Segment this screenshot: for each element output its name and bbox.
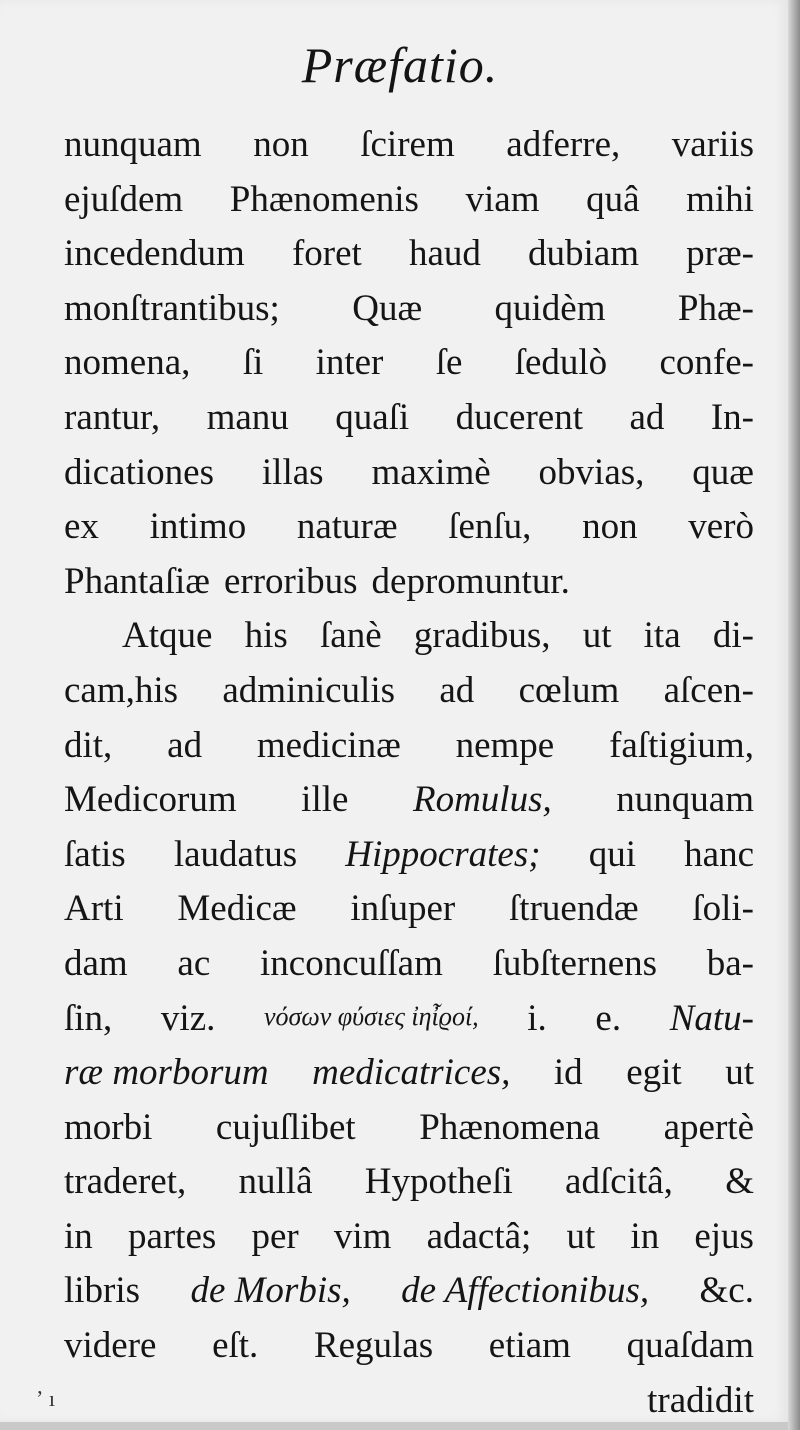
word: monſtrantibus; <box>64 287 280 329</box>
word: Hypotheſi <box>364 1161 513 1203</box>
word: in <box>630 1215 660 1257</box>
word: ſtruendæ <box>509 888 639 930</box>
word: id <box>553 1052 583 1094</box>
word: di- <box>712 615 754 657</box>
word: Romulus, <box>412 779 552 821</box>
text-line <box>64 555 754 610</box>
text-line <box>64 500 754 555</box>
word: ſanè <box>320 615 382 657</box>
word: non <box>253 124 309 165</box>
word: ut <box>566 1215 596 1257</box>
word: Phænomena <box>419 1106 601 1148</box>
text-line <box>64 1210 754 1265</box>
text-line <box>64 1046 754 1101</box>
text-line <box>64 1319 754 1374</box>
word: variis <box>671 124 754 165</box>
word: medicatrices, <box>312 1052 511 1094</box>
word: In- <box>710 396 754 438</box>
text-line <box>64 1374 754 1429</box>
text-line <box>64 937 754 992</box>
word: partes <box>127 1215 217 1257</box>
word: ſenſu, <box>448 506 532 548</box>
word: præ- <box>686 233 754 275</box>
word: morbi <box>64 1106 153 1148</box>
word: quaſdam <box>626 1325 754 1367</box>
word: eſt. <box>212 1325 259 1367</box>
text-line <box>64 173 754 228</box>
word: adminiculis <box>222 669 396 711</box>
word: etiam <box>488 1325 571 1367</box>
word: ſcirem <box>360 124 455 165</box>
word: Medicæ <box>177 888 297 930</box>
word: nunquam <box>616 779 754 821</box>
word: ducerent <box>455 396 583 438</box>
word: νόσων φύσιες ἰηἶϱοί, <box>263 1001 479 1031</box>
text-line <box>64 118 754 173</box>
word: inconcuſſam <box>260 942 443 984</box>
word: Arti <box>64 888 124 930</box>
text-line <box>64 992 754 1047</box>
text-line <box>64 282 754 337</box>
text-line <box>64 882 754 937</box>
word: nullâ <box>238 1161 313 1203</box>
word: nomena, <box>64 342 191 384</box>
word: adferre, <box>506 124 621 165</box>
word: adactâ; <box>426 1215 532 1257</box>
word: apertè <box>663 1106 754 1148</box>
word: ejus <box>694 1215 754 1257</box>
word: ille <box>301 779 349 821</box>
word: laudatus <box>173 833 298 875</box>
word: egit <box>626 1052 682 1094</box>
word: Hippocrates; <box>345 833 541 875</box>
word: in <box>64 1215 93 1257</box>
word: cam,his <box>64 669 179 711</box>
text-line <box>64 391 754 446</box>
word: inter <box>315 342 384 384</box>
word: ſin, <box>64 997 113 1039</box>
word: maximè <box>371 451 491 493</box>
text-line <box>64 227 754 282</box>
word: Regulas <box>313 1325 434 1367</box>
word: hanc <box>684 833 754 875</box>
word: Phantaſiæ <box>64 560 210 602</box>
word: videre <box>64 1325 157 1367</box>
word: ſi <box>242 342 264 384</box>
word: ad <box>439 669 475 711</box>
word: Phæ- <box>677 287 754 329</box>
word: his <box>244 615 288 657</box>
page-edge-shadow <box>788 0 800 1430</box>
word: tradidit <box>647 1379 754 1421</box>
word: non <box>582 506 638 548</box>
word: qui <box>588 833 636 875</box>
word: viam <box>465 178 540 220</box>
word: ba- <box>706 942 754 984</box>
word: de Morbis, <box>190 1270 351 1312</box>
word: quaſi <box>335 396 410 438</box>
word: viz. <box>160 997 216 1039</box>
word: traderet, <box>64 1161 187 1203</box>
word: gradibus, <box>413 615 551 657</box>
word: Atque <box>122 615 213 657</box>
word: Quæ <box>352 287 423 329</box>
word: medicinæ <box>256 724 401 766</box>
text-line <box>64 719 754 774</box>
word: & <box>725 1161 754 1203</box>
word: ac <box>177 942 211 984</box>
word: haud <box>408 233 481 275</box>
word: foret <box>291 233 362 275</box>
text-line <box>64 828 754 883</box>
word: per <box>251 1215 299 1257</box>
word: ut <box>582 615 612 657</box>
text-line <box>64 446 754 501</box>
word: quidèm <box>494 287 606 329</box>
text-line <box>64 336 754 391</box>
word: aſcen- <box>663 669 754 711</box>
text-line <box>64 1155 754 1210</box>
text-line <box>64 773 754 828</box>
word: Medicorum <box>64 779 237 821</box>
word: intimo <box>149 506 247 548</box>
word: Phænomenis <box>229 178 419 220</box>
text-line <box>64 609 754 664</box>
word: ſedulò <box>514 342 608 384</box>
word: nempe <box>455 724 555 766</box>
text-line <box>64 664 754 719</box>
word: illas <box>261 451 324 493</box>
word: ad <box>167 724 203 766</box>
word: e. <box>595 997 622 1039</box>
word: depromuntur. <box>371 560 570 602</box>
word: ad <box>629 396 665 438</box>
word: ex <box>64 506 99 548</box>
word: &c. <box>699 1270 754 1312</box>
word: ut <box>725 1052 754 1094</box>
word: rantur, <box>64 396 161 438</box>
word: dam <box>64 942 128 984</box>
word: Natu- <box>669 997 754 1039</box>
word: i. <box>527 997 547 1039</box>
word: dicationes <box>64 451 215 493</box>
word: obvias, <box>538 451 645 493</box>
word: ſubſternens <box>492 942 658 984</box>
word: quæ <box>692 451 754 493</box>
word: inſuper <box>350 888 456 930</box>
word: faſtigium, <box>609 724 754 766</box>
word: quâ <box>586 178 640 220</box>
word: manu <box>206 396 289 438</box>
word: libris <box>64 1270 141 1312</box>
word: ita <box>643 615 681 657</box>
word: de Affectionibus, <box>401 1270 650 1312</box>
word: nunquam <box>64 124 202 165</box>
word: ſe <box>435 342 463 384</box>
page-title: Præfatio. <box>301 37 499 93</box>
word: adſcitâ, <box>565 1161 673 1203</box>
word: confe- <box>659 342 754 384</box>
word: dubiam <box>528 233 640 275</box>
word: ræ morborum <box>64 1052 269 1094</box>
margin-mark: ʼ ı <box>36 1386 55 1411</box>
word: cujuſlibet <box>215 1106 356 1148</box>
text-line <box>64 1264 754 1319</box>
word: dit, <box>64 724 113 766</box>
word: vim <box>333 1215 392 1257</box>
word: cœlum <box>518 669 620 711</box>
word: incedendum <box>64 233 245 275</box>
word: ejuſdem <box>64 178 184 220</box>
body-text <box>64 118 754 1428</box>
word: ſoli- <box>692 888 754 930</box>
word: naturæ <box>296 506 398 548</box>
word: erroribus <box>223 560 358 602</box>
word: ſatis <box>64 833 126 875</box>
word: verò <box>688 506 754 548</box>
word: mihi <box>686 178 754 220</box>
text-line <box>64 1101 754 1156</box>
